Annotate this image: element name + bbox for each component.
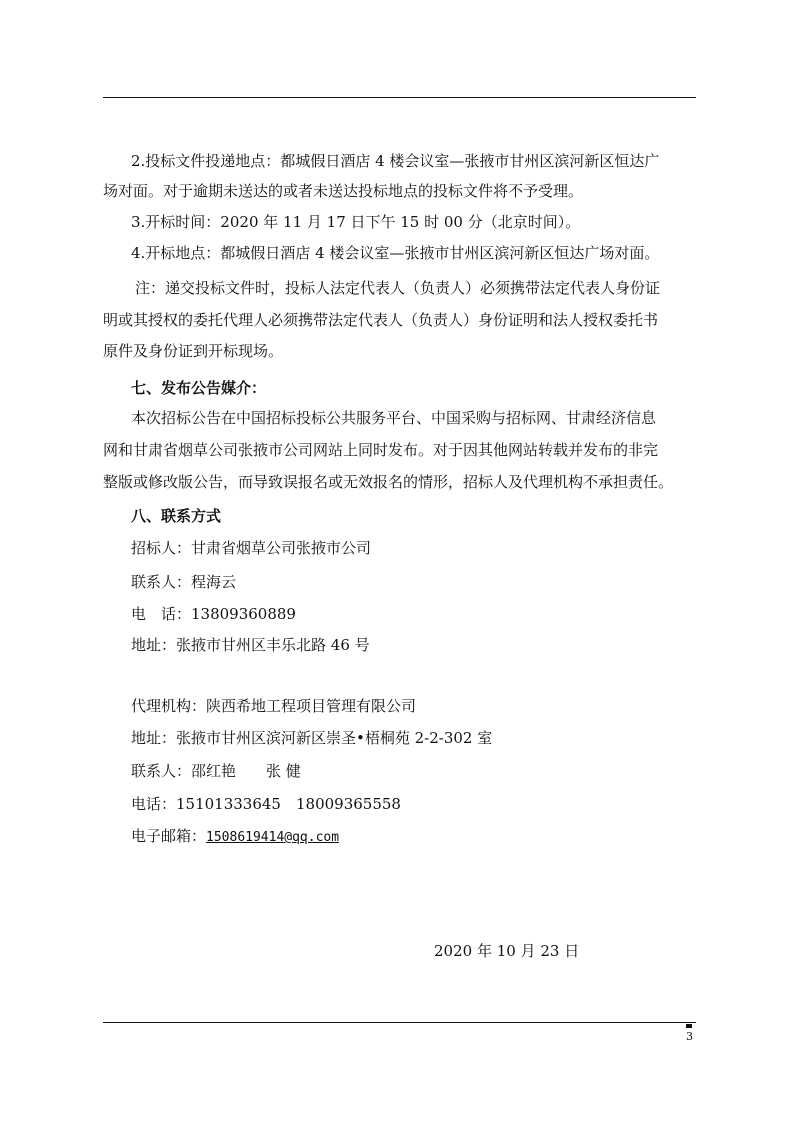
agency-address: 地址：张掖市甘州区滨河新区崇圣•梧桐苑 2-2-302 室 (131, 729, 493, 747)
section7-heading: 七、发布公告媒介： (131, 379, 267, 397)
phone: 电 话：13809360889 (131, 605, 296, 623)
section7-line2: 网和甘肃省烟草公司张掖市公司网站上同时发布。对于因其他网站转载并发布的非完 (103, 441, 659, 459)
note-line1: 注：递交投标文件时，投标人法定代表人（负责人）必须携带法定代表人身份证 (135, 279, 661, 297)
note-line3: 原件及身份证到开标现场。 (103, 342, 284, 360)
tenderer: 招标人：甘肃省烟草公司张掖市公司 (131, 539, 372, 557)
p2-line2: 场对面。对于逾期未送达的或者未送达投标地点的投标文件将不予受理。 (103, 182, 584, 200)
page-number: 3 (686, 1030, 693, 1043)
email-line (131, 826, 339, 848)
footer-marker (686, 1024, 692, 1028)
document-date: 2020 年 10 月 23 日 (434, 942, 580, 960)
agency-phone: 电话：15101333645 18009365558 (131, 795, 401, 813)
section8-heading: 八、联系方式 (131, 507, 222, 525)
section7-line1: 本次招标公告在中国招标投标公共服务平台、中国采购与招标网、甘肃经济信息 (131, 409, 657, 427)
agency-contact: 联系人：邵红艳 张 健 (131, 762, 301, 780)
header-rule (103, 97, 696, 98)
email-link[interactable]: 1508619414@qq.com (206, 830, 340, 845)
address: 地址：张掖市甘州区丰乐北路 46 号 (131, 636, 370, 654)
note-line2: 明或其授权的委托代理人必须携带法定代表人（负责人）身份证明和法人授权委托书 (103, 311, 659, 329)
footer-rule (103, 1022, 696, 1023)
p4: 4.开标地点：都城假日酒店 4 楼会议室—张掖市甘州区滨河新区恒达广场对面。 (131, 244, 660, 262)
contact-person: 联系人：程海云 (131, 573, 237, 591)
p3: 3.开标时间：2020 年 11 月 17 日下午 15 时 00 分（北京时间）。 (131, 213, 581, 231)
agency: 代理机构：陕西希地工程项目管理有限公司 (131, 697, 417, 715)
p2-line1: 2.投标文件投递地点：都城假日酒店 4 楼会议室—张掖市甘州区滨河新区恒达广 (131, 152, 660, 170)
email-label: 电子邮箱： (131, 827, 207, 845)
section7-line3: 整版或修改版公告，而导致误报名或无效报名的情形，招标人及代理机构不承担责任。 (103, 473, 674, 491)
